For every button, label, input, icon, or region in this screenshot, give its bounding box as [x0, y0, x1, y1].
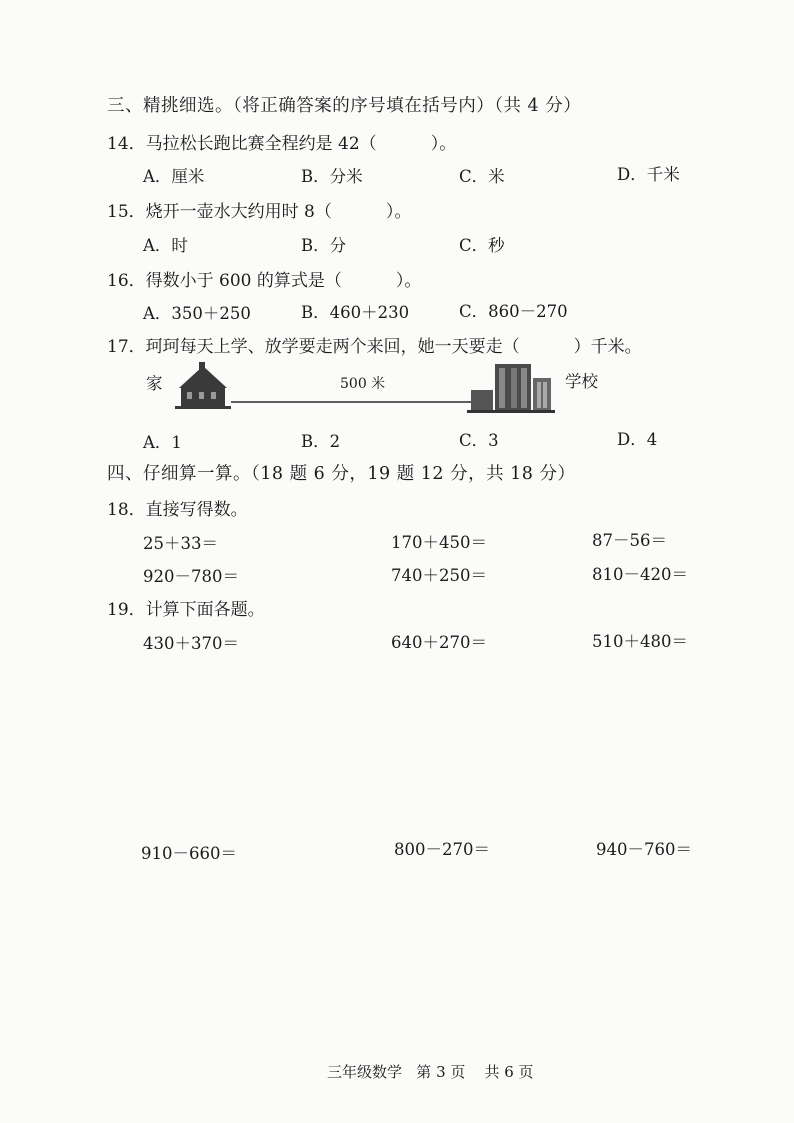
q17-option-a: A．1: [143, 433, 182, 452]
diagram-distance-label: 500 米: [340, 376, 386, 392]
question-19-stem: 19．计算下面各题。: [107, 600, 265, 620]
question-15-stem: 15．烧开一壶水大约用时 8（ ）。: [107, 202, 412, 222]
q19-expr-6: 940－760＝: [596, 840, 692, 859]
q16-option-c: C．860－270: [459, 302, 568, 321]
q18-expr-3: 87－56＝: [592, 531, 667, 550]
q14-option-d: D．千米: [617, 165, 680, 184]
q18-expr-2: 170＋450＝: [391, 533, 487, 552]
q19-expr-2: 640＋270＝: [391, 633, 487, 652]
q17-option-b: B．2: [301, 432, 341, 451]
q19-expr-4: 910－660＝: [141, 844, 237, 863]
q18-expr-5: 740＋250＝: [391, 566, 487, 585]
diagram-school-label: 学校: [565, 372, 598, 391]
q19-expr-3: 510＋480＝: [592, 632, 688, 651]
section-4-title: 四、仔细算一算。（18 题 6 分，19 题 12 分，共 18 分）: [107, 464, 576, 484]
q19-expr-5: 800－270＝: [394, 840, 490, 859]
q14-option-b: B．分米: [301, 167, 363, 186]
question-16-stem: 16．得数小于 600 的算式是（ ）。: [107, 271, 422, 291]
house-icon: [175, 362, 231, 409]
q17-option-d: D．4: [617, 430, 658, 449]
school-building-icon: [467, 364, 555, 413]
q16-option-a: A．350＋250: [143, 304, 251, 323]
q19-expr-1: 430＋370＝: [143, 634, 239, 653]
section-3-title: 三、精挑细选。（将正确答案的序号填在括号内）（共 4 分）: [107, 96, 582, 116]
question-17-stem: 17．珂珂每天上学、放学要走两个来回，她一天要走（ ）千米。: [107, 337, 642, 357]
diagram-home-label: 家: [146, 374, 163, 393]
question-18-stem: 18．直接写得数。: [107, 500, 248, 520]
q15-option-b: B．分: [301, 236, 347, 255]
q14-option-c: C．米: [459, 167, 505, 186]
q18-expr-4: 920－780＝: [143, 567, 239, 586]
q17-option-c: C．3: [459, 431, 499, 450]
q18-expr-6: 810－420＝: [592, 565, 688, 584]
q15-option-c: C．秒: [459, 236, 505, 255]
q16-option-b: B．460＋230: [301, 303, 410, 322]
q14-option-a: A．厘米: [143, 167, 205, 186]
q15-option-a: A．时: [143, 236, 188, 255]
question-14-stem: 14．马拉松长跑比赛全程约是 42（ ）。: [107, 134, 457, 154]
page-footer: 三年级数学 第 3 页 共 6 页: [327, 1063, 534, 1081]
q18-expr-1: 25＋33＝: [143, 534, 218, 553]
